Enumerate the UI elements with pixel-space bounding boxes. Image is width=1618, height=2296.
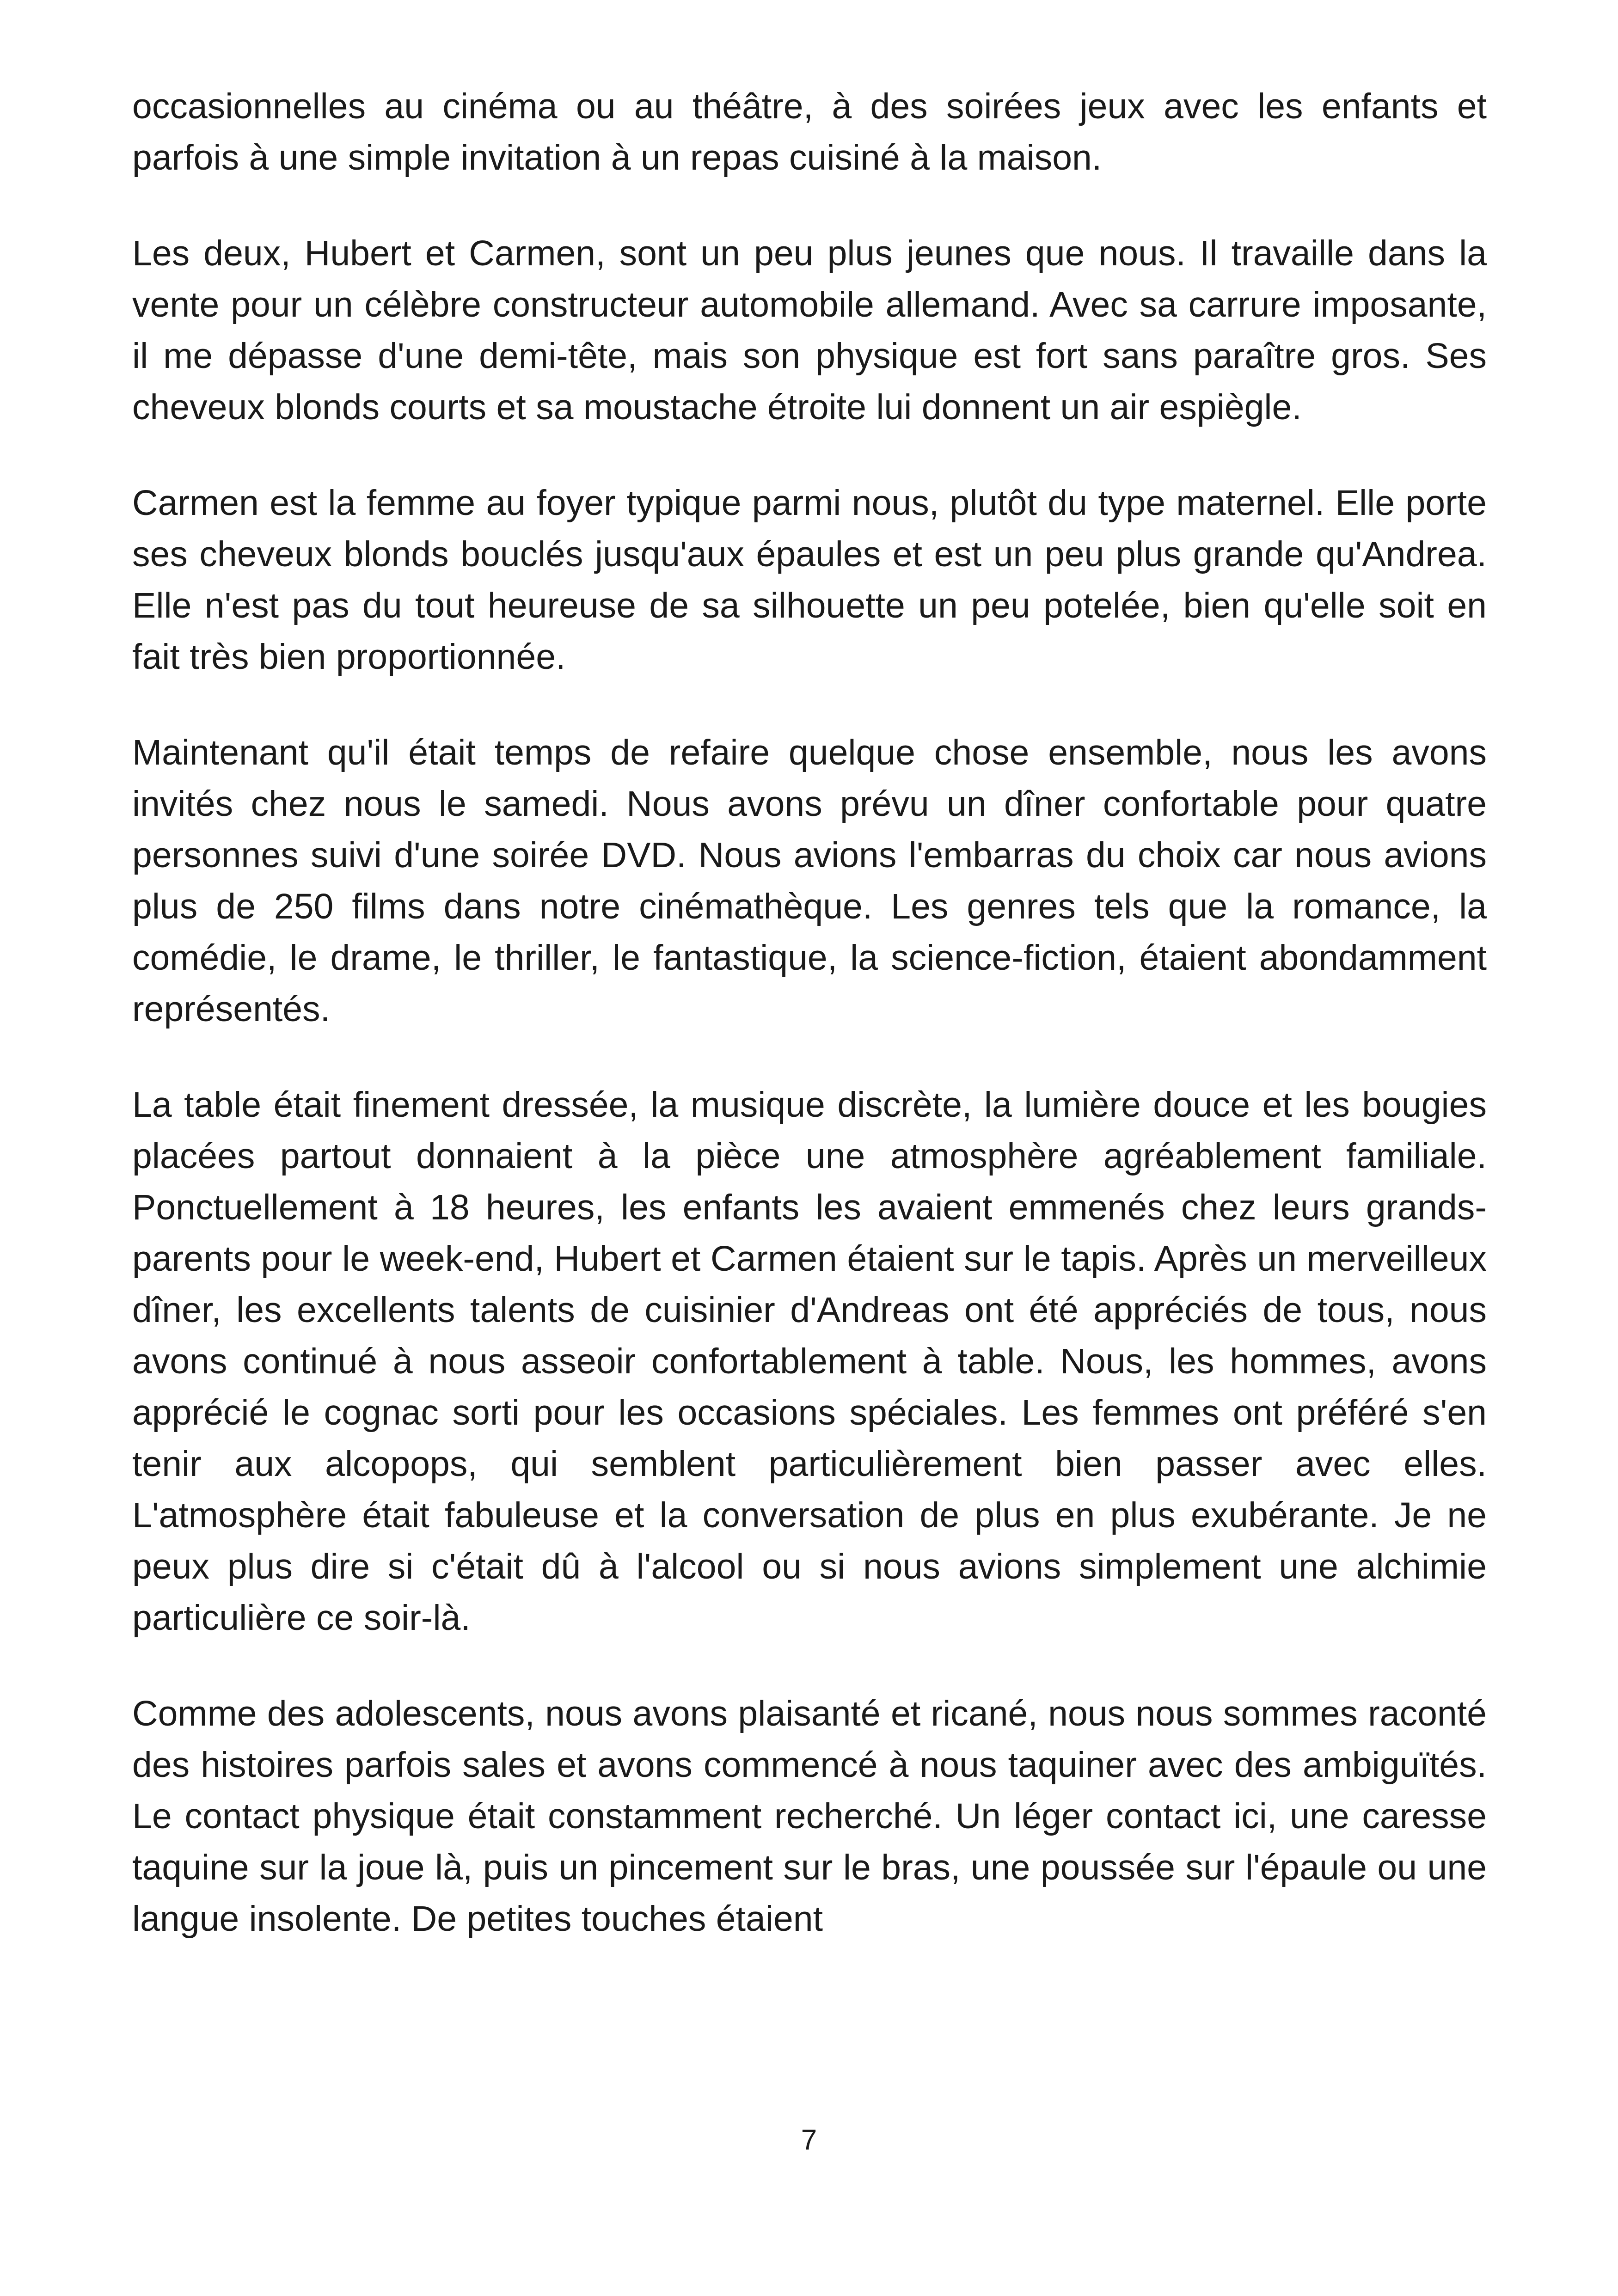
paragraph-1: occasionnelles au cinéma ou au théâtre, à des soirées jeux avec les enfants et parfois à une simple invitation à un repas cuisiné à la maison.: [132, 86, 1487, 178]
page-number: 7: [801, 2124, 817, 2156]
paragraph-5: La table était finement dressée, la musique discrète, la lumière douce et les bougies placées partout donnaient à la pièce une atmosphère agréablement familiale. Ponctuellement à 18 heures, les enfants les avaient emmenés chez leurs grands-parents pour le week-end, Hubert et Carmen étaient sur le tapis. Après un merveilleux dîner, les excellents talents de cuisinier d'Andreas ont été appréciés de tous, nous avons continué à nous asseoir confortablement à table. Nous, les hommes, avons apprécié le cognac sorti pour les occasions spéciales. Les femmes ont préféré s'en tenir aux alcopops, qui semblent particulièrement bien passer avec elles. L'atmosphère était fabuleuse et la conversation de plus en plus exubérante. Je ne peux plus dire si c'était dû à l'alcool ou si nous avions simplement une alchimie particulière ce soir-là.: [132, 1085, 1487, 1638]
paragraph-2: Les deux, Hubert et Carmen, sont un peu plus jeunes que nous. Il travaille dans la vente pour un célèbre constructeur automobile allemand. Avec sa carrure imposante, il me dépasse d'une demi-tête, mais son physique est fort sans paraître gros. Ses cheveux blonds courts et sa moustache étroite lui donnent un air espiègle.: [132, 233, 1487, 427]
paragraph-4: Maintenant qu'il était temps de refaire quelque chose ensemble, nous les avons invités chez nous le samedi. Nous avons prévu un dîner confortable pour quatre personnes suivi d'une soirée DVD. Nous avions l'embarras du choix car nous avions plus de 250 films dans notre cinémathèque. Les genres tels que la romance, la comédie, le drame, le thriller, le fantastique, la science-fiction, étaient abondamment représentés.: [132, 733, 1487, 1029]
body-text: [132, 81, 1487, 1989]
paragraph-6: Comme des adolescents, nous avons plaisanté et ricané, nous nous sommes raconté des histoires parfois sales et avons commencé à nous taquiner avec des ambiguïtés. Le contact physique était constamment recherché. Un léger contact ici, une caresse taquine sur la joue là, puis un pincement sur le bras, une poussée sur l'épaule ou une langue insolente. De petites touches étaient: [132, 1694, 1487, 1939]
paragraph-3: Carmen est la femme au foyer typique parmi nous, plutôt du type maternel. Elle porte ses cheveux blonds bouclés jusqu'aux épaules et est un peu plus grande qu'Andrea. Elle n'est pas du tout heureuse de sa silhouette un peu potelée, bien qu'elle soit en fait très bien proportionnée.: [132, 483, 1487, 677]
